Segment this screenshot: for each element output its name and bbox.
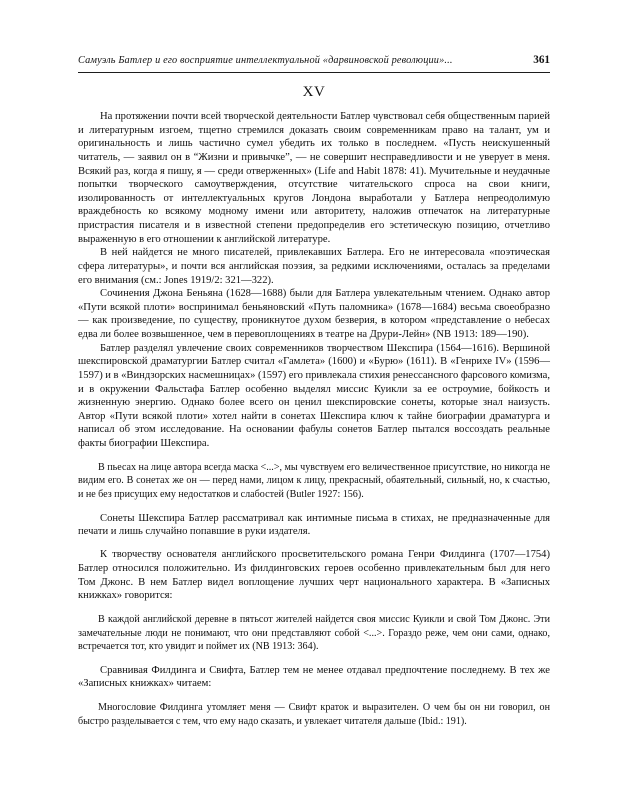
- paragraph: Сонеты Шекспира Батлер рассматривал как интимные письма в стихах, не предназначенные для печати и лишь случайно попавшие в руки издателя.: [78, 512, 550, 538]
- running-head: [78, 54, 550, 72]
- body-text-column: [78, 110, 550, 739]
- paragraph: На протяжении почти всей творческой деятельности Батлер чувствовал себя общественным парией и литературным изгоем, тщетно стремился доказать своим современникам право на талант, ум и оригинальность и лишь частично сумел убедить их только в последнем. «Пусть неискушенный читатель, — заявил он в “Жизни и привычке”, — не совершит несправедливости и не уверует в меня. Всякий раз, когда я пишу, я — среди отверженных» (Life and Habit 1878: 41). Мучительные и неудачные попытки творческого самоутверждения, отсутствие читательского спроса на свои книги, изолированность от интеллектуальных кругов Лондона выработали у Батлера непреодолимую враждебность ко всякому модному имени или авторитету, наложив отпечаток на литературные пристрастия писателя и в известной степени предопределив его эстетическую позицию, отчетливо выраженную в его отношении к английской литературе.: [78, 111, 550, 245]
- paragraph: В ней найдется не много писателей, привлекавших Батлера. Его не интересовала «поэтическая сфера литературы», и почти вся английская поэзия, за редкими исключениями, осталась за пределами его внимания (см.: Jones 1919/2: 321—322).: [78, 247, 550, 286]
- block-quote: В каждой английской деревне в пятьсот жителей найдется своя миссис Куикли и свой Том Джонс. Эти замечательные люди не понимают, что они представляют собой <...>. Гораздо реже, чем они сами, однако, встречается тот, кто увидит и поймет их (NB 1913: 364).: [78, 614, 550, 652]
- header-rule: [78, 72, 550, 73]
- running-head-title: Самуэль Батлер и его восприятие интеллектуальной «дарвиновской революции»...: [78, 55, 453, 66]
- block-quote: Многословие Филдинга утомляет меня — Свифт краток и выразителен. О чем бы он ни говорил, он быстро разделывается с тем, что ему надо сказать, и увлекает читателя дальше (Ibid.: 191).: [78, 702, 550, 727]
- section-number-heading: XV: [302, 84, 326, 100]
- paragraph: Сочинения Джона Беньяна (1628—1688) были для Батлера увлекательным чтением. Однако автор «Пути всякой плоти» воспринимал беньяновский «Путь паломника» (1678—1684) весьма своеобразно — как произведение, по существу, проникнутое духом безверия, в котором «представление о небесах едва ли более возвышенное, чем в перевоплощениях в театре на Друри-Лейн» (NB 1913: 189—190).: [78, 288, 550, 340]
- page-number: 361: [533, 54, 550, 66]
- paragraph: Батлер разделял увлечение своих современников творчеством Шекспира (1564—1616). Вершиной шекспировской драматургии Батлер считал «Гамлета» (1600) и «Бурю» (1611). В «Генрихе IV» (1596—1597) и в «Виндзорских насмешницах» (1597) его привлекала стихия ренессансного фарсового комизма, и в окружении Фальстафа Батлер особенно выделял миссис Куикли за ее остроумие, бойкость и жизненную энергию. Однако более всего он ценил шекспировские сонеты, которые знал наизусть. Автор «Пути всякой плоти» хотел найти в сонетах Шекспира ключ к тайне биографии драматурга и написал об этом исследование. На основании фабулы сонетов Батлер пытался воссоздать реальные факты биографии Шекспира.: [78, 342, 550, 449]
- paragraph: Сравнивая Филдинга и Свифта, Батлер тем не менее отдавал предпочтение последнему. В тех же «Записных книжках» читаем:: [78, 664, 550, 690]
- block-quote: В пьесах на лице автора всегда маска <...>, мы чувствуем его величественное присутствие, но никогда не видим его. В сонетах же он — перед нами, лицом к лицу, прекрасный, обаятельный, сильный, но, к счастью, и не без присущих ему недостатков и слабостей (Butler 1927: 156).: [78, 462, 550, 500]
- paragraph: К творчеству основателя английского просветительского романа Генри Филдинга (1707—1754) Батлер относился положительно. Из филдинговских героев особенно привлекательным был для него Том Джонс. В нем Батлер видел воплощение лучших черт национального характера. В «Записных книжках» говорится:: [78, 549, 550, 602]
